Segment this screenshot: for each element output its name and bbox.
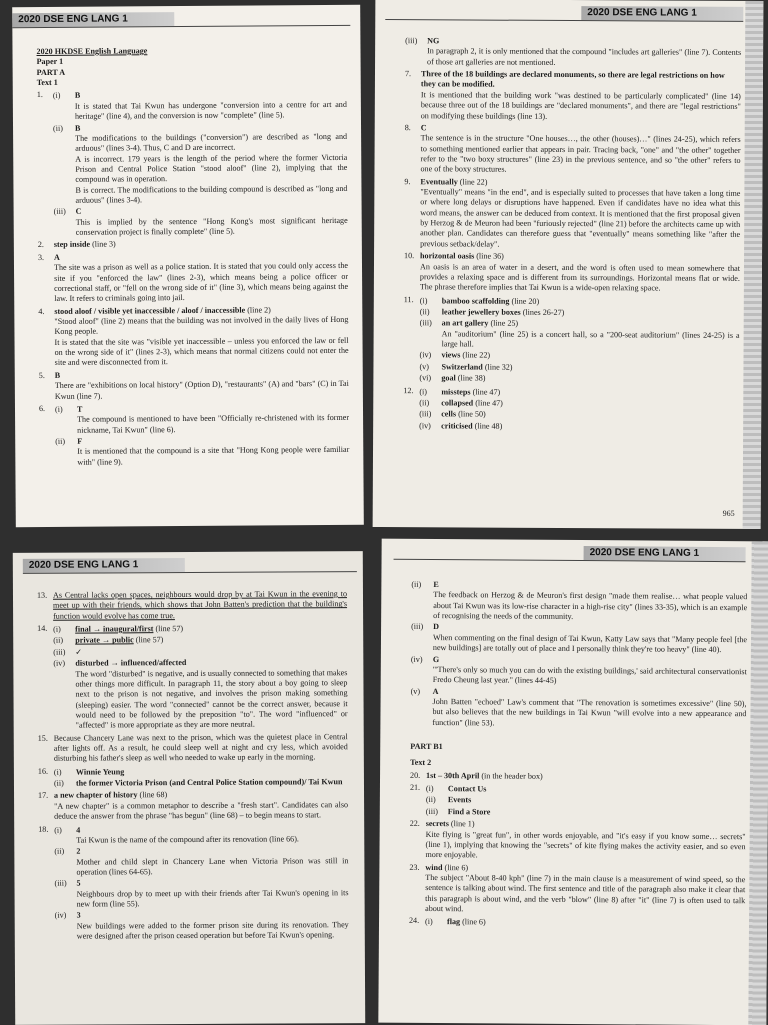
answer-q21: 21. (i) Contact Us (ii) Events (iii) Find a Store [410,783,746,819]
answer-key: B [74,91,81,101]
page-edge-tabs [748,541,768,1025]
answer-key: bamboo scaffolding [441,295,510,306]
list-item: (i) missteps (line 47) [419,386,501,397]
list-item: (v) Switzerland (line 32) [419,362,513,372]
answer-q14: 14. (i) final → inaugural/first (line 57) (ii) private → public (line 57) (iii) ✓ (iv) disturbed → influenced/affected The word "disturbed" is negative, and is usually connected to something that makes other things more difficult. In paragraph 11, the story about a boy going to sleep next to the prison is not negative, and involves the prison making something (sleeping) easier. The word "connected" cannot be the correct answer, because it would need to be followed by the preposition "to". The word "influenced" or "affected" is more appropriate as they are more neutral. [37,623,348,730]
answer-key: Contact Us [447,784,487,794]
answer-q15: 15. Because Chancery Lane was next to the prison, which was the quietest place in Central after lights off. As a result, he could sleep well at night and cry less, which avoided disturbing his father's sleep as well who needed to wake up early in the morning. [37,731,348,764]
answer-key: an art gallery [441,318,489,328]
explanation: "A new chapter" is a common metaphor to describe a "fresh start". Candidates can also deduce the answer from the phrase "has begun" (line 68) – to begin means to start. [54,799,349,821]
list-item: (v) A John Batten "echoed" Law's comment that "The renovation is sometimes excessive" (line 50), but also believes that the new buildings in Tai Kwun "will evolve into a new appearance and function" (line 53). [410,686,746,730]
page-top-right [373,0,764,529]
explanation: When commenting on the final design of Tai Kwun, Katty Law says that "Many people feel [the new buildings] are totally out of place and I personally think they're too heavy" (line 40). [432,632,748,655]
explanation: The site was a prison as well as a police station. It is stated that you could only access the site if you "enforced the law" (lines 2-3), which means being a police officer or correctional staff, or "fell on the wrong side of it" (line 3), which means being against the law. It refers to criminals going into jail. [53,261,349,304]
answer-q16: 16. (i) Winnie Yeung (ii) the former Victoria Prison (and Central Police Station compound)/ Tai Kwun [37,766,343,788]
explanation: John Batten "echoed" Law's comment that "The renovation is sometimes excessive" (line 50), but also believes that the new buildings in Tai Kwun "will evolve into a new appearance and function" (line 53). [432,696,747,728]
answer-q18: 18. (i) 4 Tai Kwun is the name of the compound after its renovation (line 66). (ii) 2 Mother and child slept in Chancery Lane when Victoria Prison was still in operation (lines 64-65). (iii) 5 Neighbours drop by to meet up with their friends after Tai Kwun's opening in its new form (line 55). (iv) 3 New buildings were added to the former prison site during its renovation. They were designed after the prison ceased operation but before Tai Kwun's opening. [38,824,349,941]
page-header-band: 2020 DSE ENG LANG 1 [581,6,743,21]
list-item: (ii) leather jewellery boxes (lines 26-27) [419,307,565,317]
list-item: (ii) Events [425,795,472,805]
answer-q8: 8. C The sentence is in the structure "One houses…, the other (houses)…" (lines 24-25), which refers to something mentioned earlier that appears in pair. Tracing back, "one" and "the other" together refer to the "two boxy structures" (line 23) in the previous sentence, and so "the other" refers to one of the boxy structures. [404,123,740,177]
explanation: Neighbours drop by to meet up with their friends after Tai Kwun's opening in its new form (line 55). [76,887,349,909]
line-reference: (line 48) [472,421,503,431]
check-mark: ✓ [75,647,83,657]
explanation: "Eventually" means "in the end", and is especially suited to processes that have taken a long time or where long delays or disruptions have happened. Even if candidates have no idea what this word means, the answer can be deduced from context. It is mentioned that the first proposal given by Herzog & de Meuron had been "furiously rejected" (line 21) before the architects came up with another plan. Candidates can therefore guess that "eventually" means something like "after the previous setback/delay". [420,187,741,249]
list-item: (ii) E The feedback on Herzog & de Meuron's first design "made them realise… what people valued about Tai Kwun was its low-rise character in a high-rise city" (lines 33-35), which is an example of recognising the needs of the community. [411,580,747,624]
answer-q6-iii: (iii) NG In paragraph 2, it is only mentioned that the compound "includes art galleries" (line 7). Contents of those art galleries are not mentioned. [405,36,741,69]
list-item: (iii) cells (line 50) [419,409,486,419]
explanation: A is incorrect. 179 years is the length of the period where the former Victoria Prison and Central Police Station "stood aloof" (line 2), implying that the compound was in operation. [75,152,348,185]
answer-q10: 10. horizontal oasis (line 36) An oasis is an area of water in a desert, and the word is often used to mean somewhere that provides a relaxing space and is different from its surroundings. Horizontal means flat or wide. The phrase therefore implies that Tai Kwun is a wide-open relaxing space. [404,251,741,293]
list-item: (iii) an art gallery (line 25) An "auditorium" (line 25) is a concert hall, so a "200-seat auditorium" (lines 24-25) is a large hall. [420,319,740,352]
answer-q7: 7. Three of the 18 buildings are declared monuments, so there are legal restrictions on how they can be modified. It is mentioned that the building work "was destined to be particularly complicated" (line 14) because three out of the 18 buildings are "declared monuments", and there are "legal restrictions" on modifying these buildings (line 13). [405,69,741,123]
answer-q20: 20. 1st – 30th April (in the header box) [410,770,543,781]
explanation: The word "disturbed" is negative, and is usually connected to something that makes other things more difficult. In paragraph 11, the story about a boy going to sleep next to the prison is not negative, and involves the prison making something (sleeping) easier. The word "connected" cannot be the correct answer, because it would need to be followed by the preposition "to". The word "influenced" or "affected" is more appropriate as they are more neutral. [75,667,348,730]
list-item: (ii) 2 Mother and child slept in Chancery Lane when Victoria Prison was still in operation (lines 64-65). [54,846,349,877]
explanation: The feedback on Herzog & de Meuron's first design "made them realise… what people valued about Tai Kwun was its low-rise character in a high-rise city" (lines 33-35), which is an example of recognising the needs of the community. [433,590,748,622]
answer-key: missteps [441,386,471,396]
line-reference: (line 20) [509,296,540,306]
explanation: This is implied by the sentence "Hong Kong's most significant heritage conservation project is finally complete" (line 5). [75,215,348,237]
document-title: 2020 HKDSE English Language [36,46,148,57]
page-header-band: 2020 DSE ENG LANG 1 [23,558,185,573]
answer-q11: 11. (i) bamboo scaffolding (line 20) (ii) leather jewellery boxes (lines 26-27) (iii) an art gallery (line 25) An "auditorium" (line 25) is a concert hall, so a "200-seat auditorium" (lines 24-25) is a large hall. (iv) views (line 22) (v) Switzerland (line 32) (vi) goal (line 38) [403,295,739,386]
line-reference: (line 50) [456,409,486,419]
line-reference: (line 38) [455,373,486,383]
answer-q12: 12. (i) missteps (line 47) (ii) collapsed (line 47) (iii) cells (line 50) (iv) criticised (line 48) [403,386,739,433]
answer-key: cells [441,409,457,419]
explanation: The modifications to the buildings ("conversion") are described as "long and arduous" (lines 3-4). Thus, C and D are incorrect. [75,131,348,154]
answer-key: 4 [76,825,81,835]
explanation: "'There's only so much you can do with the existing buildings,' said architectural conservationist Fredo Cheung last year." (lines 44-45) [432,664,747,686]
answer-q19 [410,580,747,730]
answer-key: 5 [76,878,81,888]
answer-key: A [432,686,439,696]
answer-key: E [433,580,439,590]
list-item: (iv) G "'There's only so much you can do with the existing buildings,' said architectural conservationist Fredo Cheung last year." (lines 44-45) [411,654,747,687]
answer-q22: 22. secrets (line 1) Kite flying is "great fun", in other words enjoyable, and "it's easy if you know some… secrets" (line 1), implying that knowing the "secrets" of kite flying makes the activity easier, and so even more enjoyable. [409,819,745,863]
explanation: In paragraph 2, it is only mentioned that the compound "includes art galleries" (line 7). Contents of those art galleries are not mentioned. [427,46,742,67]
line-reference: (line 25) [488,318,519,329]
explanation: The compound is mentioned to have been "Officially re-christened with its former nickname, Tai Kwun" (line 6). [77,413,350,435]
page-header-band: 2020 DSE ENG LANG 1 [584,546,746,561]
answer-q5: 5. B There are "exhibitions on local history" (Option D), "restaurants" (A) and "bars" (C) in Tai Kwun (line 7). [38,370,349,401]
explanation: Kite flying is "great fun", in other words enjoyable, and "it's easy if you know some… secrets" (line 1), implying that knowing the "secrets" of kite flying makes the activity easier, and so even more enjoyable. [425,829,746,860]
explanation: Mother and child slept in Chancery Lane when Victoria Prison was still in operation (lines 64-65). [76,855,349,877]
explanation: The sentence is in the structure "One houses…, the other (houses)…" (lines 24-25), which refers to something mentioned earlier that appears in pair. Tracing back, "one" and "the other" together refer to the "two boxy structures" (line 23) in the previous sentence, and so "the other" refers to one of the boxy structures. [420,133,741,174]
part-label: PART B1 [410,741,443,752]
answer-key: D [433,622,439,632]
explanation: An "auditorium" (line 25) is a concert hall, so a "200-seat auditorium" (lines 24-25) is a large hall. [441,329,740,349]
answer-key: goal [441,373,456,383]
answer-q1: 1. (i) B It is stated that Tai Kwun has undergone "conversion into a centre for art and heritage" (line 4), and the conversion is now "complete" (line 5). (ii) B The modifications to the buildings ("conversion") are described as "long and arduous" (lines 3-4). Thus, C and D are incorrect. A is incorrect. 179 years is the length of the period where the former Victoria Prison and Central Police Station "stood aloof" (line 2), implying that the compound was in operation. B is correct. The modifications to the building compound is described as "long and arduous" (lines 3-4). (iii) C This is implied by the sentence "Hong Kong's most significant heritage conservation project is finally complete" (line 5). [36,90,348,237]
text-label: Text 1 [36,77,58,88]
answer-q4: 4. stood aloof / visible yet inaccessible / aloof / inaccessible (line 2) "Stood aloof" (line 2) means that the building was not involved in the daily lives of Hong Kong people. It is stated that the site was "visible yet inaccessible – unless you enforced the law or fell on the wrong side of it" (lines 2-3), which means that normal citizens could not enter the site and were disconnected from it. [38,305,349,368]
line-reference: (line 32) [482,362,513,372]
answer-key: 2 [76,846,81,856]
explanation: Tai Kwun is the name of the compound after its renovation (line 66). [76,834,299,845]
answer-q23: 23. wind (line 6) The subject "About 8-40 kph" (line 7) in the main clause is a measurement of wind speed, so the sentence is talking about wind. The first sentence and title of the paragraph also make it clear that this paragraph is about wind, and the verb "blow" (line 8) after "it" (line 7) is often used to talk about wind. [409,862,745,916]
text-label: Text 2 [410,758,432,768]
list-item: (iv) 3 New buildings were added to the former prison site during its renovation. They were designed after the prison ceased operation but before Tai Kwun's opening. [54,910,349,941]
paper-label: Paper 1 [36,57,64,67]
explanation: An oasis is an area of water in a desert, and the word is often used to mean somewhere that provides a relaxing space and is different from its surroundings. Horizontal means flat or wide. The phrase therefore implies that Tai Kwun is a wide-open relaxing space. [419,261,741,293]
page-header-band: 2020 DSE ENG LANG 1 [12,12,174,27]
line-reference: (line 47) [473,398,503,408]
answer-key: views [441,350,461,360]
list-item: (iii) D When commenting on the final design of Tai Kwun, Katty Law says that "Many people feel [the new buildings] are totally out of place and I personally think they're too heavy" (line 40). [411,622,748,655]
list-item: (i) bamboo scaffolding (line 20) [419,295,540,306]
part-label: PART A [36,67,66,77]
answer-key: leather jewellery boxes [441,307,521,317]
list-item: (iii) 5 Neighbours drop by to meet up with their friends after Tai Kwun's opening in its new form (line 55). [54,878,349,909]
answer-key: criticised [441,420,473,431]
answer-key: Events [447,795,472,805]
answer-key: 3 [76,910,81,921]
list-item: (iii) Find a Store [425,806,491,817]
answer-q13: 13. As Central lacks open spaces, neighbours would drop by at Tai Kwun in the evening to meet up with their friends, which shows that John Batten's prediction that the building's function would evolve has come true. [36,589,348,621]
page-edge-tabs [743,1,764,529]
page-number: 965 [722,508,735,518]
answer-key: Find a Store [447,806,491,817]
explanation: It is mentioned that the building work "was destined to be particularly complicated" (line 14) because three out of the 18 buildings are "declared monuments", and there are "legal restrictions" on modifying these buildings (line 13). [420,90,741,121]
list-item: (i) Contact Us [425,784,487,794]
answer-key: collapsed [441,398,474,408]
explanation: New buildings were added to the former prison site during its renovation. They were designed after the prison ceased operation but before Tai Kwun's opening. [76,919,349,941]
list-item: (ii) collapsed (line 47) [419,398,503,408]
answer-q17: 17. a new chapter of history (line 68) "A new chapter" is a common metaphor to describe a "fresh start". Candidates can also deduce the answer from the phrase "has begun" (line 68) – to begin means to start. [38,790,349,821]
answer-q3: 3. A The site was a prison as well as a police station. It is stated that you could only access the site if you "enforced the law" (lines 2-3), which means being a police officer or correctional staff, or "fell on the wrong side of it" (line 3), which means being against the law. It refers to criminals going into jail. [37,252,349,304]
explanation: Because Chancery Lane was next to the prison, which was the quietest place in Central after lights off. As a result, he could sleep well at night and cry less, which avoided disturbing his father's sleep as well who needed to wake up early in the morning. [53,731,348,764]
list-item: (vi) goal (line 38) [419,373,486,383]
answer-q2: 2. step inside (line 3) [37,239,116,250]
answer-key: B [75,123,81,133]
answer-key: C [75,207,82,217]
explanation: There are "exhibitions on local history" (Option D), "restaurants" (A) and "bars" (C) in Tai Kwun (line 7). [54,379,349,401]
line-reference: (line 22) [460,350,491,361]
page-bottom-left [13,551,365,1025]
list-item: (iv) views (line 22) [419,350,491,361]
answer-q9: 9. Eventually (line 22) "Eventually" means "in the end", and is especially suited to processes that have taken a long time or where long delays or disruptions have happened. Even if candidates have no idea what this word means, the answer can be deduced from context. It is mentioned that the first proposal given by Herzog & de Meuron had been "furiously rejected" (line 21) before the architects came up with another plan. Candidates can therefore guess that "eventually" means something like "after the previous setback/delay". [404,177,740,251]
explanation: It is stated that Tai Kwun has undergone "conversion into a centre for art and heritage" (line 4), and the conversion is now "complete" (line 5). [74,99,347,121]
answer-key: G [432,654,440,664]
page-bottom-right [378,539,768,1025]
line-reference: (lines 26-27) [520,307,565,317]
line-reference: (line 47) [470,386,501,397]
explanation: B is correct. The modifications to the building compound is described as "long and arduous" (lines 3-4). [75,183,348,205]
explanation: The subject "About 8-40 kph" (line 7) in the main clause is a measurement of wind speed, so the sentence is talking about wind. The first sentence and title of the paragraph also make it clear that this paragraph is about wind, and the verb "blow" (line 8) after "it" (line 7) is often used to talk about wind. [425,872,746,914]
answer-q24: 24. (i) flag (line 6) [408,916,486,927]
explanation: It is stated that the site was "visible yet inaccessible – unless you enforced the law or fell on the wrong side of it" (lines 2-3), which means that normal citizens could not enter the site and were disconnected from it. [54,335,349,368]
page-top-left [12,5,364,527]
answer-key: Switzerland [441,362,483,372]
list-item: (i) 4 Tai Kwun is the name of the compound after its renovation (line 66). [54,824,348,846]
list-item: (iv) criticised (line 48) [419,420,503,431]
explanation: "Stood aloof" (line 2) means that the building was not involved in the daily lives of Hong Kong people. [54,314,349,337]
explanation: It is mentioned that the compound is a site that "Hong Kong people were familiar with" (line 9). [77,445,350,467]
explanation: As Central lacks open spaces, neighbours would drop by at Tai Kwun in the evening to meet up with their friends, which shows that John Batten's prediction that the building's function would evolve has come true. [52,589,348,621]
answer-q6: 6. (i) T The compound is mentioned to have been "Officially re-christened with its former nickname, Tai Kwun" (line 6). (ii) F It is mentioned that the compound is a site that "Hong Kong people were familiar with" (line 9). [38,403,350,467]
